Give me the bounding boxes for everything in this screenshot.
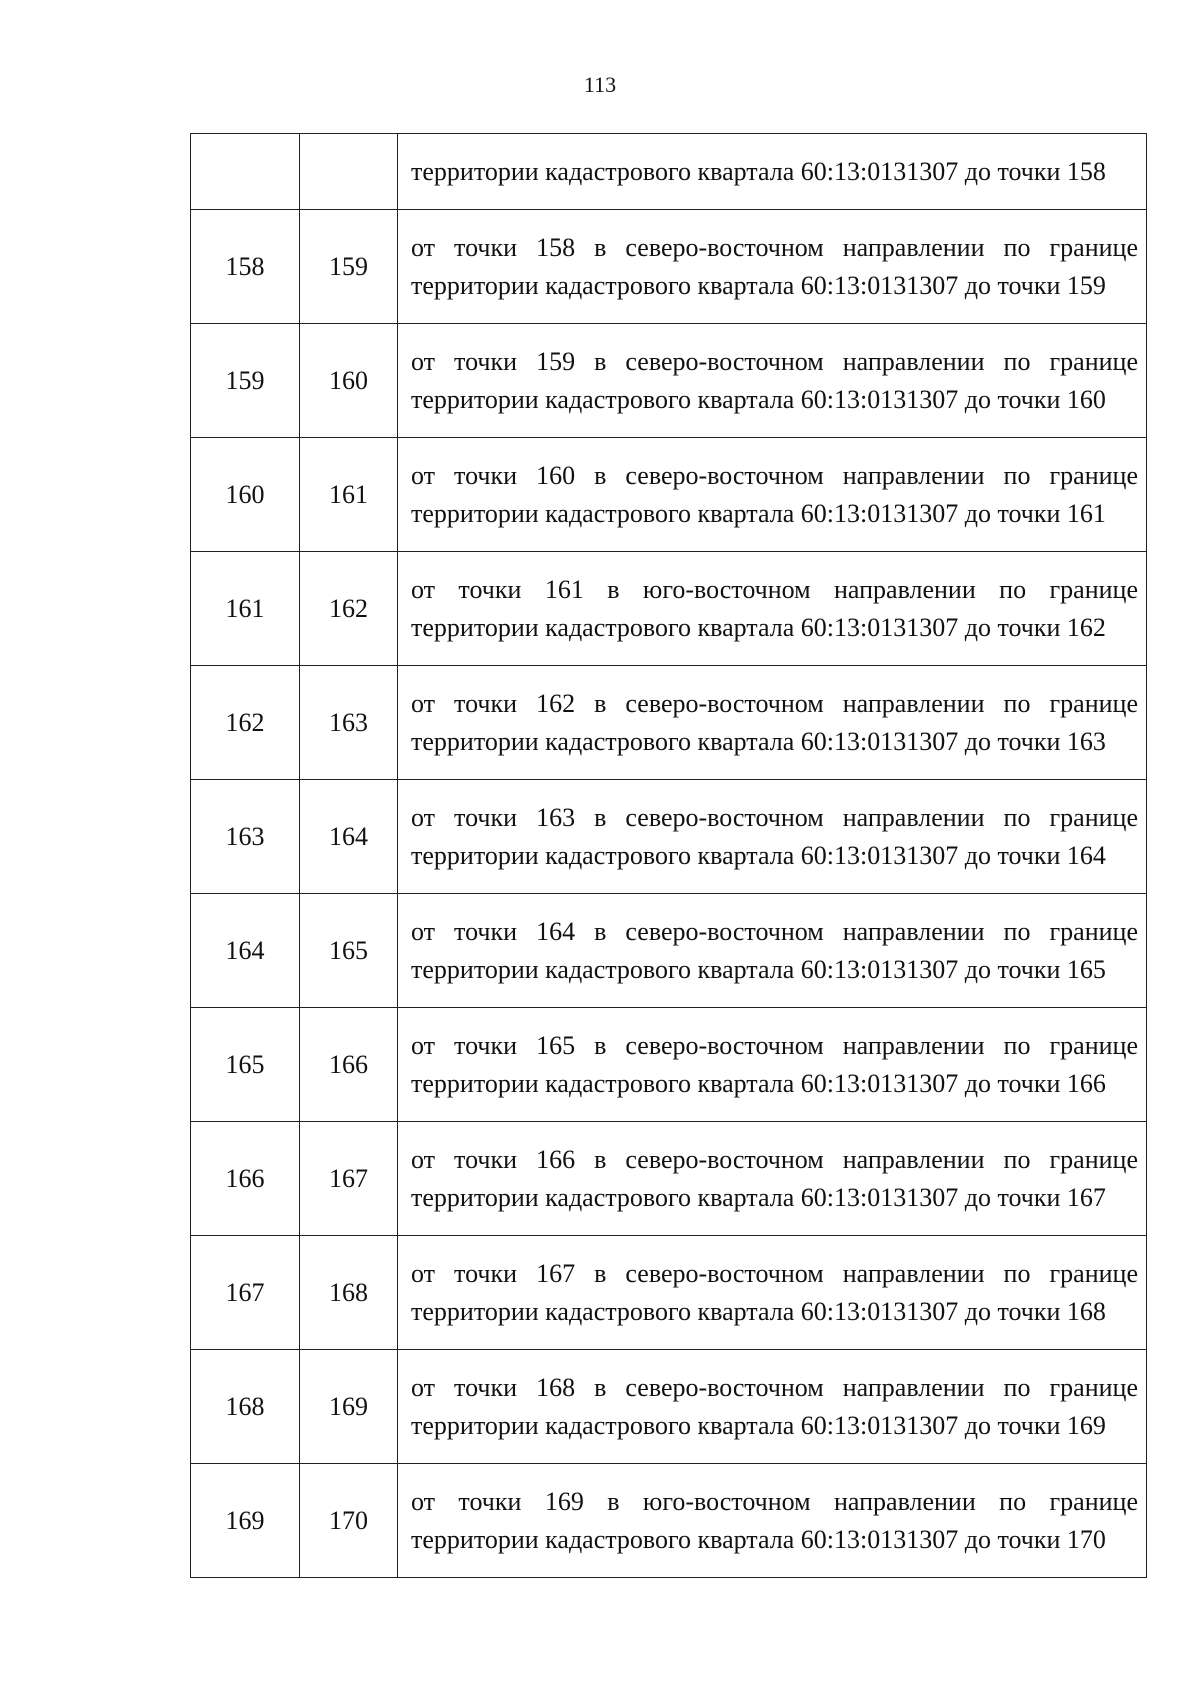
from-point-cell: 168 (191, 1350, 300, 1464)
description-cell: территории кадастрового квартала 60:13:0131307 до точки 158 (398, 134, 1147, 210)
from-point-cell: 160 (191, 438, 300, 552)
from-point-cell: 167 (191, 1236, 300, 1350)
table-row (191, 1464, 1147, 1578)
to-point-cell: 170 (300, 1464, 398, 1578)
to-point-cell: 166 (300, 1008, 398, 1122)
description-cell: от точки 161 в юго-восточном направлении по границе территории кадастрового квартала 60:13:0131307 до точки 162 (398, 552, 1147, 666)
from-point-cell: 169 (191, 1464, 300, 1578)
description-cell: от точки 163 в северо-восточном направлении по границе территории кадастрового квартала 60:13:0131307 до точки 164 (398, 780, 1147, 894)
description-cell: от точки 162 в северо-восточном направлении по границе территории кадастрового квартала 60:13:0131307 до точки 163 (398, 666, 1147, 780)
description-cell: от точки 168 в северо-восточном направлении по границе территории кадастрового квартала 60:13:0131307 до точки 169 (398, 1350, 1147, 1464)
to-point-cell: 163 (300, 666, 398, 780)
from-point-cell: 163 (191, 780, 300, 894)
table-row (191, 1122, 1147, 1236)
table-row (191, 438, 1147, 552)
description-cell: от точки 164 в северо-восточном направлении по границе территории кадастрового квартала 60:13:0131307 до точки 165 (398, 894, 1147, 1008)
from-point-cell (191, 134, 300, 210)
description-cell: от точки 169 в юго-восточном направлении по границе территории кадастрового квартала 60:13:0131307 до точки 170 (398, 1464, 1147, 1578)
from-point-cell: 165 (191, 1008, 300, 1122)
description-cell: от точки 167 в северо-восточном направлении по границе территории кадастрового квартала 60:13:0131307 до точки 168 (398, 1236, 1147, 1350)
to-point-cell: 160 (300, 324, 398, 438)
to-point-cell: 161 (300, 438, 398, 552)
from-point-cell: 161 (191, 552, 300, 666)
description-cell: от точки 158 в северо-восточном направлении по границе территории кадастрового квартала 60:13:0131307 до точки 159 (398, 210, 1147, 324)
description-cell: от точки 159 в северо-восточном направлении по границе территории кадастрового квартала 60:13:0131307 до точки 160 (398, 324, 1147, 438)
page-number: 113 (583, 72, 617, 97)
to-point-cell: 168 (300, 1236, 398, 1350)
to-point-cell: 159 (300, 210, 398, 324)
from-point-cell: 166 (191, 1122, 300, 1236)
table-row (191, 1236, 1147, 1350)
from-point-cell: 159 (191, 324, 300, 438)
table-row (191, 780, 1147, 894)
to-point-cell: 165 (300, 894, 398, 1008)
table-row (191, 1350, 1147, 1464)
table-row (191, 894, 1147, 1008)
table-row (191, 210, 1147, 324)
table-row (191, 666, 1147, 780)
to-point-cell (300, 134, 398, 210)
boundary-table (190, 133, 1147, 1578)
to-point-cell: 167 (300, 1122, 398, 1236)
from-point-cell: 164 (191, 894, 300, 1008)
from-point-cell: 158 (191, 210, 300, 324)
table-row (191, 552, 1147, 666)
table-row (191, 1008, 1147, 1122)
to-point-cell: 162 (300, 552, 398, 666)
to-point-cell: 164 (300, 780, 398, 894)
table-row (191, 134, 1147, 210)
description-cell: от точки 166 в северо-восточном направлении по границе территории кадастрового квартала 60:13:0131307 до точки 167 (398, 1122, 1147, 1236)
table-row (191, 324, 1147, 438)
description-cell: от точки 165 в северо-восточном направлении по границе территории кадастрового квартала 60:13:0131307 до точки 166 (398, 1008, 1147, 1122)
description-cell: от точки 160 в северо-восточном направлении по границе территории кадастрового квартала 60:13:0131307 до точки 161 (398, 438, 1147, 552)
to-point-cell: 169 (300, 1350, 398, 1464)
from-point-cell: 162 (191, 666, 300, 780)
